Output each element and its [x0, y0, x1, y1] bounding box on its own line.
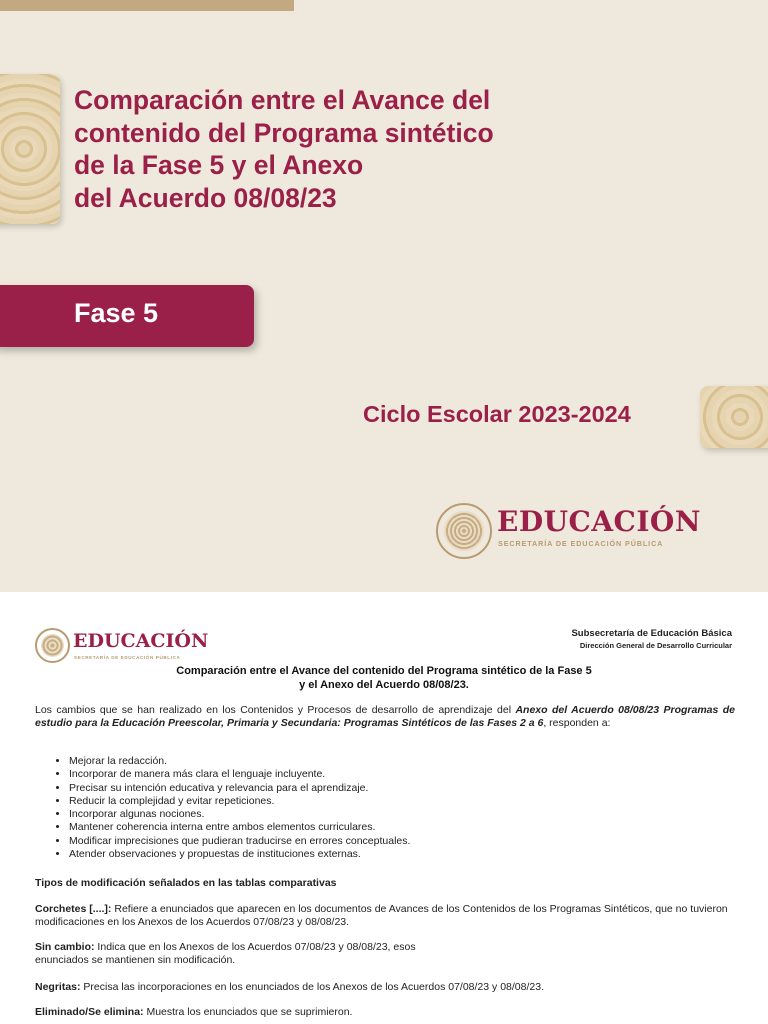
national-seal-icon — [436, 503, 492, 559]
intro-paragraph — [35, 704, 735, 731]
cover-title-line: del Acuerdo 08/08/23 — [74, 182, 337, 213]
eliminado-definition — [35, 1006, 735, 1019]
logo-subtitle: SECRETARÍA DE EDUCACIÓN PÚBLICA — [74, 655, 181, 660]
list-item: • Atender observaciones y propuestas de instituciones externas. — [69, 848, 410, 861]
term-label: Negritas: — [35, 981, 81, 993]
list-item: • Incorporar algunas nociones. — [69, 808, 410, 821]
types-heading: Tipos de modificación señalados en las tablas comparativas — [35, 877, 337, 889]
document-title-line: y el Anexo del Acuerdo 08/08/23. — [299, 679, 469, 691]
list-item: • Reducir la complejidad y evitar repeticiones. — [69, 795, 410, 808]
cover-title-line: contenido del Programa sintético — [74, 117, 494, 148]
term-label: Corchetes [....]: — [35, 903, 112, 915]
term-label: Sin cambio: — [35, 941, 95, 953]
intro-text-end: , responden a: — [543, 717, 611, 730]
logo-educacion: EDUCACIÓN — [73, 630, 209, 652]
term-text: Refiere a enunciados que aparecen en los documentos de Avances de los Contenidos de los Programas Sintéticos, que no tuvieron modificaciones en los Anexos de los Acuerdos 07/08/23 y 08/08/23. — [35, 903, 728, 929]
school-cycle: Ciclo Escolar 2023-2024 — [363, 401, 631, 427]
cover-title — [74, 84, 594, 214]
document-title — [34, 664, 734, 692]
header-undersecretariat: Subsecretaría de Educación Básica — [571, 628, 732, 639]
logo-educacion: EDUCACIÓN — [497, 505, 701, 538]
list-item: • Mantener coherencia interna entre ambos elementos curriculares. — [69, 821, 410, 834]
document-title-line: Comparación entre el Avance del contenido del Programa sintético de la Fase 5 — [176, 665, 592, 677]
negritas-definition — [35, 981, 735, 994]
header-directorate: Dirección General de Desarrollo Curricular — [579, 641, 732, 650]
cover-title-line: de la Fase 5 y el Anexo — [74, 150, 364, 180]
intro-text: Los cambios que se han realizado en los Contenidos y Procesos de desarrollo de aprendizaje del — [35, 704, 516, 716]
list-item: • Incorporar de manera más clara el lenguaje incluyente. — [69, 768, 410, 781]
term-label: Eliminado/Se elimina: — [35, 1006, 144, 1018]
list-item: • Precisar su intención educativa y relevancia para el aprendizaje. — [69, 782, 410, 795]
national-seal-icon — [35, 628, 70, 663]
phase-label: Fase 5 — [74, 298, 159, 328]
cover-title-line: Comparación entre el Avance del — [74, 85, 491, 115]
corchetes-definition — [35, 903, 735, 930]
intro-emphasis: Anexo del Acuerdo 08/08/23 Programas de estudio para la Educación Preescolar, Primaria y Secundaria: Programas Sintéticos de las Fases 2 a 6 — [35, 704, 736, 730]
term-text: enunciados se mantienen sin modificación. — [35, 954, 236, 967]
document-page — [0, 592, 768, 1024]
logo-subtitle: SECRETARÍA DE EDUCACIÓN PÚBLICA — [498, 539, 664, 548]
list-item: • Modificar imprecisiones que pudieran traducirse en errores conceptuales. — [69, 835, 410, 848]
term-text: Muestra los enunciados que se suprimieron. — [143, 1006, 353, 1018]
changes-list — [35, 755, 410, 861]
sin-cambio-definition — [35, 941, 735, 968]
top-accent-bar — [0, 0, 294, 11]
decorative-pattern-left — [0, 74, 60, 224]
list-item: • Mejorar la redacción. — [69, 755, 410, 768]
decorative-pattern-right — [700, 386, 768, 448]
term-text: Precisa las incorporaciones en los enunciados de los Anexos de los Acuerdos 07/08/23 y 08/08/23. — [80, 981, 544, 993]
term-text: Indica que en los Anexos de los Acuerdos 07/08/23 y 08/08/23, esos — [94, 941, 416, 953]
